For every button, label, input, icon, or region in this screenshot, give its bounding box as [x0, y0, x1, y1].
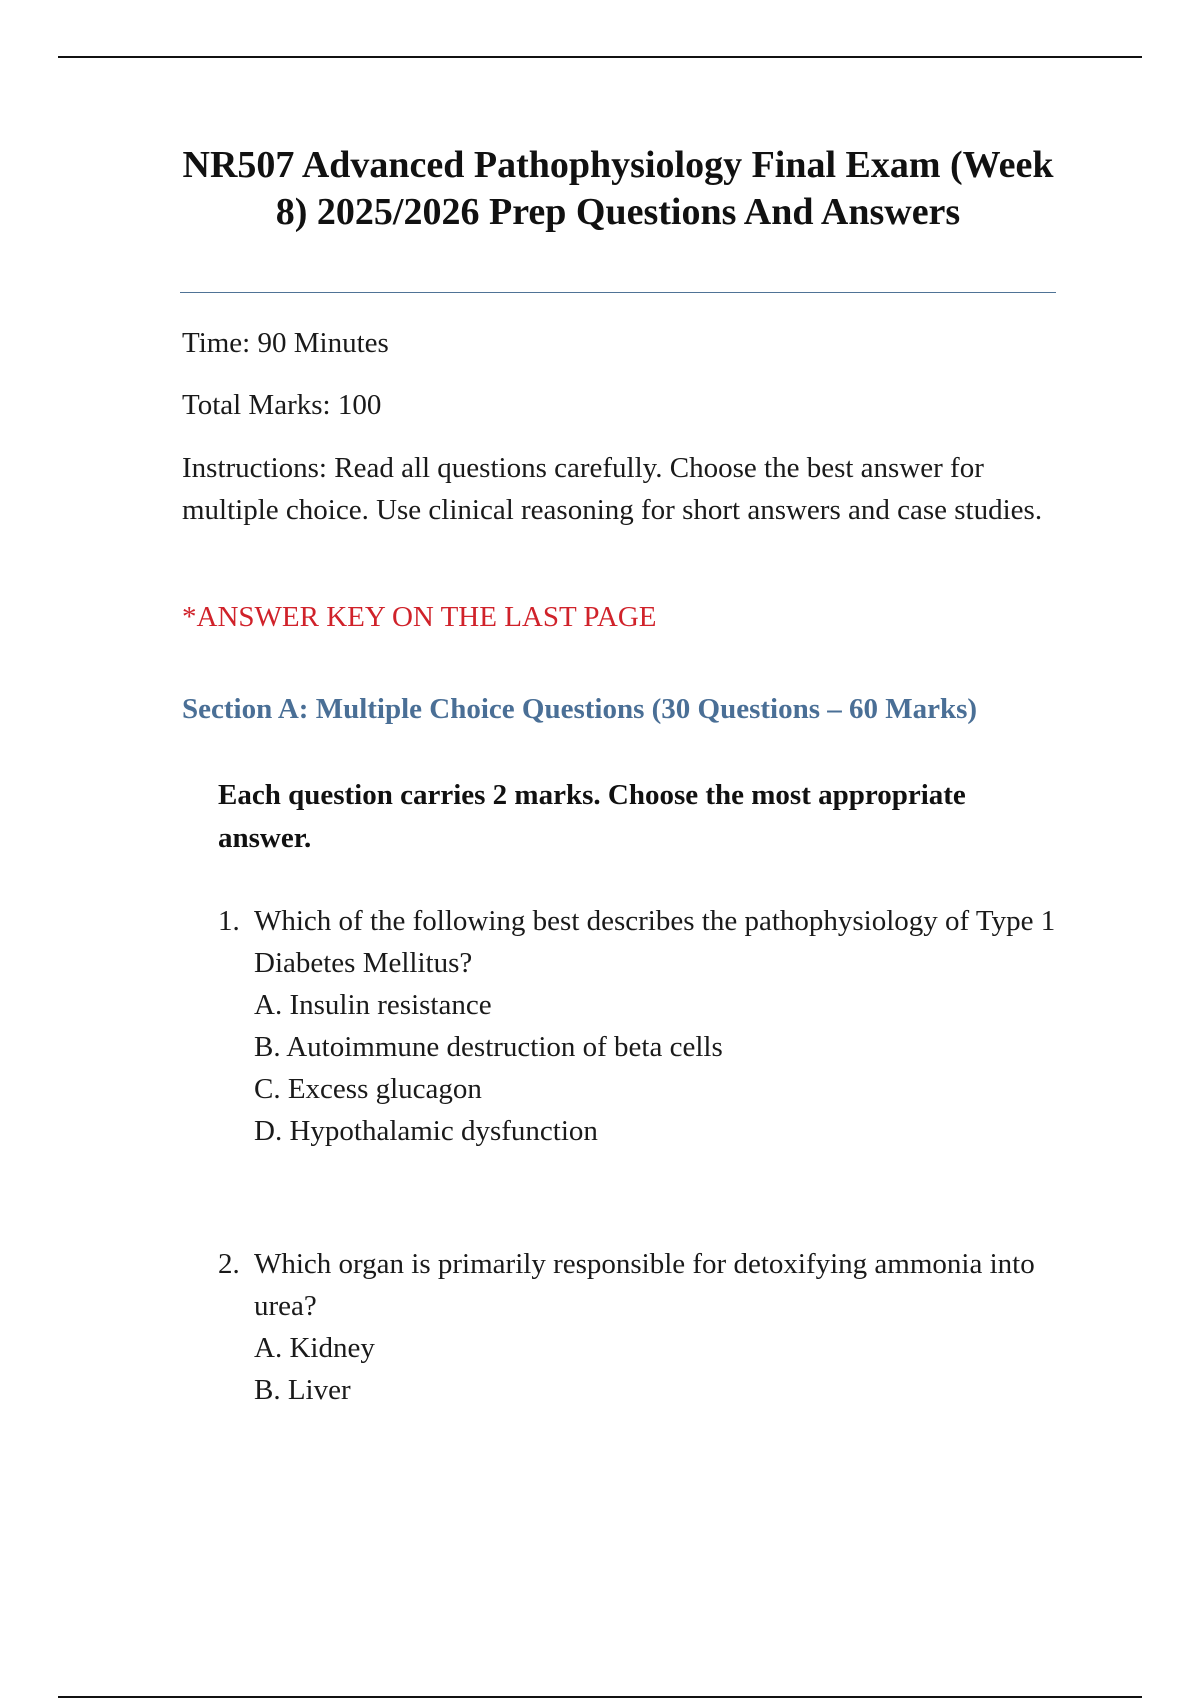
question-2-text: Which organ is primarily responsible for detoxifying ammonia into urea?: [254, 1248, 1035, 1322]
question-1-option-b: B. Autoimmune destruction of beta cells: [254, 1031, 723, 1063]
title-underline: [180, 292, 1056, 293]
page-top-rule: [58, 56, 1142, 58]
question-1-options: [218, 984, 1068, 1152]
answer-key-note: *ANSWER KEY ON THE LAST PAGE: [182, 601, 657, 633]
section-a-heading: Section A: Multiple Choice Questions (30 Questions – 60 Marks): [182, 693, 978, 725]
question-2-option-a: A. Kidney: [254, 1332, 375, 1364]
section-a-note: Each question carries 2 marks. Choose the most appropriate answer.: [218, 779, 966, 854]
question-1: [218, 900, 1068, 1152]
exam-time: Time: 90 Minutes: [182, 327, 389, 359]
question-1-stem: [218, 900, 1068, 984]
question-1-option-c: C. Excess glucagon: [254, 1073, 482, 1105]
exam-total-marks: Total Marks: 100: [182, 389, 382, 421]
question-2-options: [218, 1327, 1068, 1411]
document-title: NR507 Advanced Pathophysiology Final Exam (Week 8) 2025/2026 Prep Questions And Answers: [182, 144, 1054, 233]
question-2-option-b: B. Liver: [254, 1374, 351, 1406]
exam-instructions: Instructions: Read all questions carefully. Choose the best answer for multiple choice. Use clinical reasoning for short answers and case studies.: [182, 452, 1043, 526]
question-1-text: Which of the following best describes the pathophysiology of Type 1 Diabetes Mellitus?: [254, 905, 1056, 979]
question-2-number: 2.: [218, 1248, 240, 1280]
question-2: [218, 1243, 1068, 1411]
question-1-option-a: A. Insulin resistance: [254, 989, 492, 1021]
page-bottom-rule: [58, 1696, 1142, 1698]
question-1-number: 1.: [218, 905, 240, 937]
question-2-stem: [218, 1243, 1068, 1327]
question-1-option-d: D. Hypothalamic dysfunction: [254, 1115, 598, 1147]
